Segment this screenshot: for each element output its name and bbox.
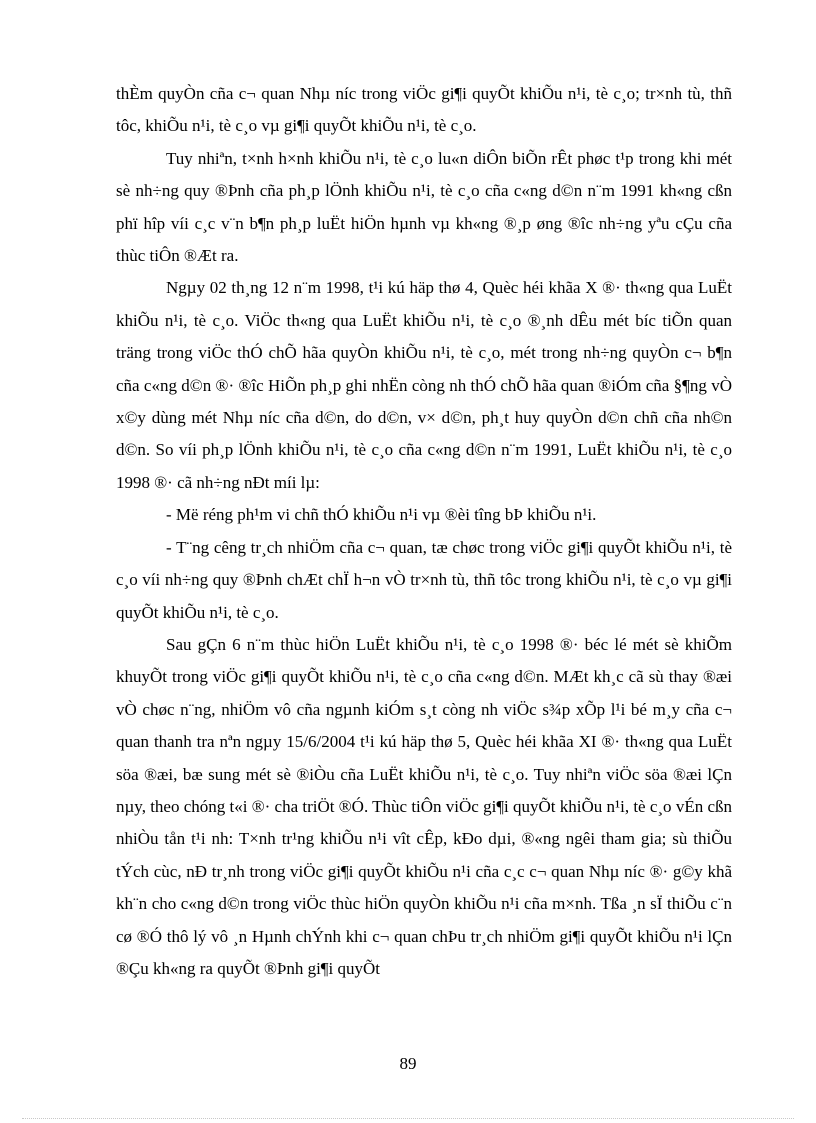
page-bottom-divider (22, 1118, 794, 1119)
paragraph-3: Ngµy 02 th¸ng 12 n¨m 1998, t¹i kú häp thø 4, Quèc héi khãa X ®· th«ng qua LuËt khiÕu n¹i, tè c¸o. ViÖc th«ng qua LuËt khiÕu n¹i, tè c¸o ®¸nh dÊu mét bíc tiÕn quan träng trong viÖc thÓ chÕ hãa quyÒn khiÕu n¹i, tè c¸o, mét trong nh÷ng quyÒn c¬ b¶n cña c«ng d©n ®· ®îc HiÕn ph¸p ghi nhËn còng nh thÓ chÕ hãa quan ®iÓm cña §¶ng vÒ x©y dùng mét Nhµ níc cña d©n, do d©n, v× d©n, ph¸t huy quyÒn d©n chñ cña nh©n d©n. So víi ph¸p lÖnh khiÕu n¹i, tè c¸o cña c«ng d©n n¨m 1991, LuËt khiÕu n¹i, tè c¸o 1998 ®· cã nh÷ng nÐt míi lµ: (116, 278, 732, 492)
page-number: 89 (399, 1054, 417, 1073)
paragraph-1: thÈm quyÒn cña c¬ quan Nhµ níc trong viÖc gi¶i quyÕt khiÕu n¹i, tè c¸o; tr×nh tù, thñ tôc, khiÕu n¹i, tè c¸o vµ gi¶i quyÕt khiÕu n¹i, tè c¸o. (116, 84, 732, 136)
paragraph-2: Tuy nhiªn, t×nh h×nh khiÕu n¹i, tè c¸o lu«n diÔn biÕn rÊt phøc t¹p trong khi mét sè nh÷ng quy ®Þnh cña ph¸p lÖnh khiÕu n¹i, tè c¸o cña c«ng d©n n¨m 1991 kh«ng cßn phï hîp víi c¸c v¨n b¶n ph¸p luËt hiÖn hµnh vµ kh«ng ®¸p øng ®îc nh÷ng yªu cÇu cña thùc tiÔn ®Æt ra. (116, 148, 732, 266)
body-text (116, 78, 732, 985)
paragraph-4: Sau gÇn 6 n¨m thùc hiÖn LuËt khiÕu n¹i, tè c¸o 1998 ®· béc lé mét sè khiÕm khuyÕt trong viÖc gi¶i quyÕt khiÕu n¹i, tè c¸o cña c«ng d©n. MÆt kh¸c cã sù thay ®æi vÒ chøc n¨ng, nhiÖm vô cña ngµnh kiÓm s¸t còng nh viÖc s¾p xÕp l¹i bé m¸y cña c¬ quan thanh tra nªn ngµy 15/6/2004 t¹i kú häp thø 5, Quèc héi khãa XI ®· th«ng qua LuËt söa ®æi, bæ sung mét sè ®iÒu cña LuËt khiÕu n¹i, tè c¸o. Tuy nhiªn viÖc söa ®æi lÇn nµy, theo chóng t«i ®· cha triÖt ®Ó. Thùc tiÔn viÖc gi¶i quyÕt khiÕu n¹i, tè c¸o vÉn cßn nhiÒu tån t¹i nh: T×nh tr¹ng khiÕu n¹i vît cÊp, kÐo dµi, ®«ng ngêi tham gia; sù thiÕu tÝch cùc, nÐ tr¸nh trong viÖc gi¶i quyÕt khiÕu n¹i cña c¸c c¬ quan Nhµ níc ®· g©y khã kh¨n cho c«ng d©n trong viÖc thùc hiÖn quyÒn khiÕu n¹i cña m×nh. Tßa ¸n sÏ thiÕu c¨n cø ®Ó thô lý vô ¸n Hµnh chÝnh khi c¬ quan chÞu tr¸ch nhiÖm gi¶i quyÕt khiÕu n¹i lÇn ®Çu kh«ng ra quyÕt ®Þnh gi¶i quyÕt (116, 634, 732, 978)
list-item-2: - T¨ng cêng tr¸ch nhiÖm cña c¬ quan, tæ chøc trong viÖc gi¶i quyÕt khiÕu n¹i, tè c¸o víi nh÷ng quy ®Þnh chÆt chÏ h¬n vÒ tr×nh tù, thñ tôc trong khiÕu n¹i, tè c¸o vµ gi¶i quyÕt khiÕu n¹i, tè c¸o. (116, 537, 732, 622)
list-item-1: - Më réng ph¹m vi chñ thÓ khiÕu n¹i vµ ®èi tîng bÞ khiÕu n¹i. (166, 505, 597, 525)
